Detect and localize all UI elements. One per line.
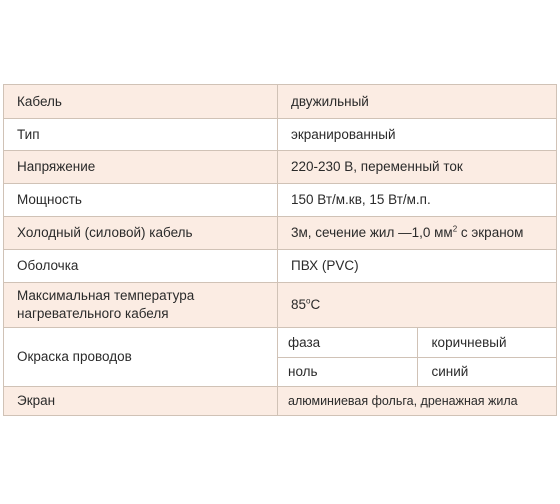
table-row: [4, 184, 557, 217]
table-row: [4, 387, 557, 416]
wire-value-neutral: синий: [417, 358, 557, 387]
specifications-table: [3, 84, 557, 416]
temperature-number: 85: [291, 297, 307, 312]
spec-label-line2: нагревательного кабеля: [17, 306, 169, 321]
table-row: [4, 151, 557, 184]
spec-value: экранированный: [278, 119, 557, 151]
spec-label: Напряжение: [4, 151, 278, 184]
spec-label-line1: Максимальная температура: [17, 288, 195, 303]
spec-value: 150 Вт/м.кв, 15 Вт/м.п.: [278, 184, 557, 217]
spec-value-suffix: с экраном: [457, 225, 524, 240]
degree-symbol: o: [306, 296, 311, 306]
spec-value: алюминиевая фольга, дренажная жила: [278, 387, 557, 416]
spec-label: Окраска проводов: [4, 328, 278, 387]
table-row: [4, 283, 557, 328]
spec-value: 220-230 В, переменный ток: [278, 151, 557, 184]
temperature-unit: C: [310, 297, 321, 312]
spec-label: Оболочка: [4, 250, 278, 283]
table-row: [4, 250, 557, 283]
wire-value-phase: коричневый: [417, 328, 557, 358]
spec-label: Мощность: [4, 184, 278, 217]
spec-value-text: 3м, сечение жил —1,0 мм: [291, 225, 453, 240]
wire-key-phase: фаза: [278, 328, 418, 358]
wire-key-neutral: ноль: [278, 358, 418, 387]
spec-value: двужильный: [278, 85, 557, 119]
superscript-2: 2: [452, 224, 458, 234]
spec-label: Холодный (силовой) кабель: [4, 217, 278, 250]
table-row: [4, 85, 557, 119]
table-row: [4, 217, 557, 250]
spec-value: ПВХ (PVC): [278, 250, 557, 283]
spec-label: Тип: [4, 119, 278, 151]
spec-label: Кабель: [4, 85, 278, 119]
spec-value: [278, 283, 557, 328]
spec-value: [278, 217, 557, 250]
spec-label: [4, 283, 278, 328]
table-row: [4, 328, 557, 358]
table-row: [4, 119, 557, 151]
spec-label: Экран: [4, 387, 278, 416]
